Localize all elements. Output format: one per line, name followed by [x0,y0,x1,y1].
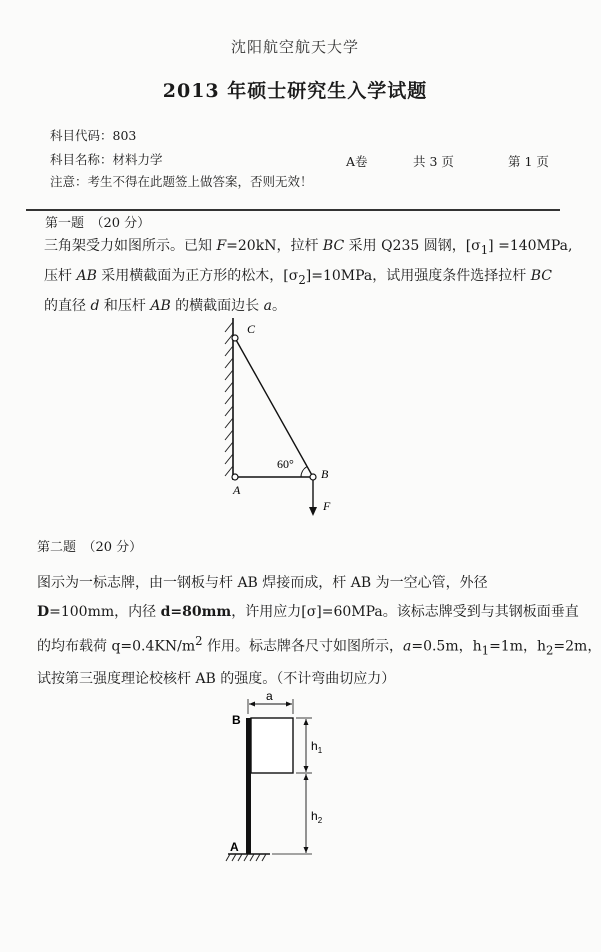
pin-c [232,335,238,341]
paper-version: A卷 [346,154,368,169]
question-1-heading: 第一题 （20 分） [45,216,151,231]
exam-notice: 注意：考生不得在此题签上做答案，否则无效！ [50,174,313,189]
pin-b [310,474,316,480]
truss-figure [205,310,365,525]
subject-name: 科目名称：材料力学 [50,152,163,167]
question-2-line: 图示为一标志牌，由一钢板与杆 AB 焊接而成，杆 AB 为一空心管，外径 [37,575,488,591]
signboard-figure [212,688,342,863]
question-2-text [37,569,601,694]
steel-plate [251,718,293,773]
question-2-line: 试按第三强度理论校核杆 AB 的强度。（不计弯曲切应力） [37,671,396,688]
pole-ab [246,718,251,854]
label-h2: $h_2$ [311,809,323,825]
page-number: 第 1 页 [508,154,549,169]
label-a-dim: a [266,689,273,703]
label-c: C [247,322,256,336]
bar-bc [235,338,313,477]
pin-a [232,474,238,480]
question-1-line: 三角架受力如图所示。已知 F=20kN，拉杆 BC 采用 Q235 圆钢，$[\sigma_1] =140MPa$, [44,238,573,257]
wall-hatch [225,322,233,476]
total-pages: 共 3 页 [413,154,454,169]
question-2-line: D=100mm，内径 d=80mm，许用应力[σ]=60MPa。该标志牌受到与其钢板面垂直 [37,604,579,620]
header-divider [26,209,560,211]
label-a-point: A [230,840,239,854]
exam-title: 2013 年硕士研究生入学试题 [162,80,428,102]
label-a: A [233,483,241,497]
angle-arc [301,467,307,477]
label-h1: $h_1$ [311,739,323,755]
question-2-heading: 第二题 （20 分） [37,540,143,555]
force-arrowhead [309,507,317,516]
label-b: B [321,467,329,481]
subject-code: 科目代码：803 [50,128,137,143]
question-1-text [44,233,572,319]
angle-label: 60° [277,457,294,471]
question-2-line: 的均布载荷 $q=0.4KN/m^2$ 作用。标志牌各尺寸如图所示，a=0.5m，$h_1=1m$，$h_2=2m$， [37,634,601,658]
label-b: B [232,713,241,727]
school-name: 沈阳航空航天大学 [230,38,359,56]
label-f: F [323,499,331,513]
ground-hatch [226,854,266,861]
question-1-line: 压杆 AB 采用横截面为正方形的松木，$[\sigma_2]=10MPa$，试用强度条件选择拉杆 BC [44,267,552,287]
question-1-line: 的直径 d 和压杆 AB 的横截面边长 a。 [44,297,286,314]
